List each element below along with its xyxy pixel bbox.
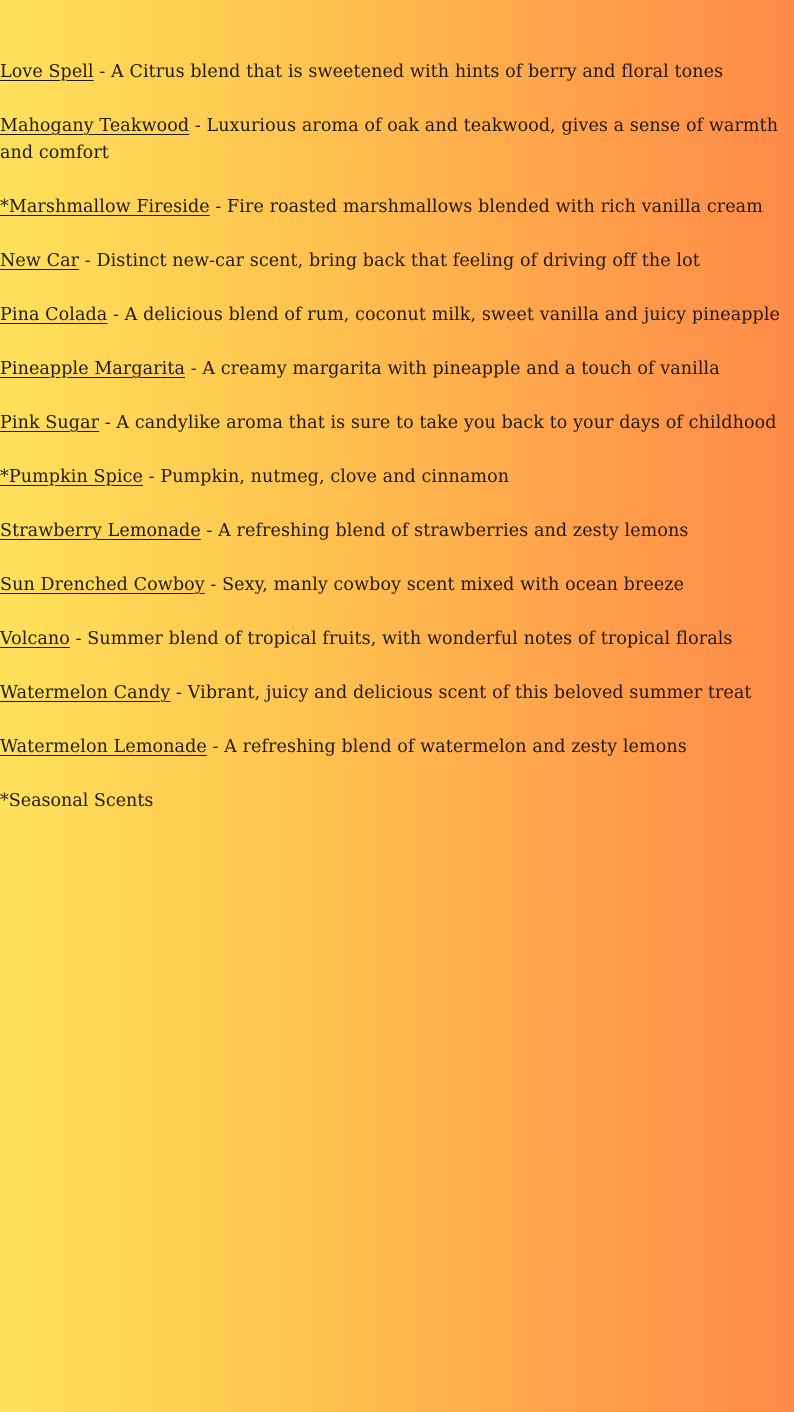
scent-link-mahogany-teakwood[interactable]: Mahogany Teakwood — [0, 116, 190, 136]
scent-description: - Distinct new-car scent, bring back that feeling of driving off the lot — [79, 251, 700, 271]
scent-description: - Fire roasted marshmallows blended with rich vanilla cream — [209, 197, 763, 217]
scent-description: - Vibrant, juicy and delicious scent of this beloved summer treat — [170, 683, 752, 703]
scent-item-new-car — [0, 248, 790, 275]
scent-link-new-car[interactable]: New Car — [0, 251, 80, 271]
scent-link-pineapple-margarita[interactable]: Pineapple Margarita — [0, 359, 186, 379]
scent-item-marshmallow-fireside — [0, 194, 790, 221]
scent-item-love-spell — [0, 59, 790, 86]
scent-link-marshmallow-fireside[interactable]: *Marshmallow Fireside — [0, 197, 210, 217]
scent-item-watermelon-lemonade — [0, 734, 790, 761]
scent-item-sun-drenched-cowboy — [0, 572, 790, 599]
scent-description: - A candylike aroma that is sure to take you back to your days of childhood — [99, 413, 777, 433]
scent-link-pumpkin-spice[interactable]: *Pumpkin Spice — [0, 467, 143, 487]
scent-item-strawberry-lemonade — [0, 518, 790, 545]
scent-description: - Summer blend of tropical fruits, with wonderful notes of tropical florals — [69, 629, 733, 649]
scent-description: - A delicious blend of rum, coconut milk, sweet vanilla and juicy pineapple — [107, 305, 781, 325]
scent-item-mahogany-teakwood — [0, 113, 790, 167]
scent-item-pina-colada — [0, 302, 790, 329]
scent-link-strawberry-lemonade[interactable]: Strawberry Lemonade — [0, 521, 201, 541]
scent-link-pink-sugar[interactable]: Pink Sugar — [0, 413, 100, 433]
scent-item-volcano — [0, 626, 790, 653]
seasonal-footnote: *Seasonal Scents — [0, 791, 154, 811]
scent-item-watermelon-candy — [0, 680, 790, 707]
scent-link-volcano[interactable]: Volcano — [0, 629, 70, 649]
scent-description: - Pumpkin, nutmeg, clove and cinnamon — [142, 467, 510, 487]
scent-description: - Sexy, manly cowboy scent mixed with ocean breeze — [204, 575, 685, 595]
scent-description: - A refreshing blend of watermelon and zesty lemons — [206, 737, 687, 757]
scent-link-love-spell[interactable]: Love Spell — [0, 62, 94, 82]
scent-description: - A Citrus blend that is sweetened with hints of berry and floral tones — [93, 62, 724, 82]
scent-link-sun-drenched-cowboy[interactable]: Sun Drenched Cowboy — [0, 575, 205, 595]
scent-description: - Luxurious aroma of oak and teakwood, gives a sense of warmth and comfort — [0, 116, 779, 163]
scent-item-pumpkin-spice — [0, 464, 790, 491]
scent-description: - A creamy margarita with pineapple and a touch of vanilla — [185, 359, 720, 379]
scent-link-watermelon-candy[interactable]: Watermelon Candy — [0, 683, 171, 703]
scent-item-pineapple-margarita — [0, 356, 790, 383]
scent-item-pink-sugar — [0, 410, 790, 437]
scent-description: - A refreshing blend of strawberries and zesty lemons — [200, 521, 689, 541]
scent-link-pina-colada[interactable]: Pina Colada — [0, 305, 108, 325]
scent-link-watermelon-lemonade[interactable]: Watermelon Lemonade — [0, 737, 207, 757]
